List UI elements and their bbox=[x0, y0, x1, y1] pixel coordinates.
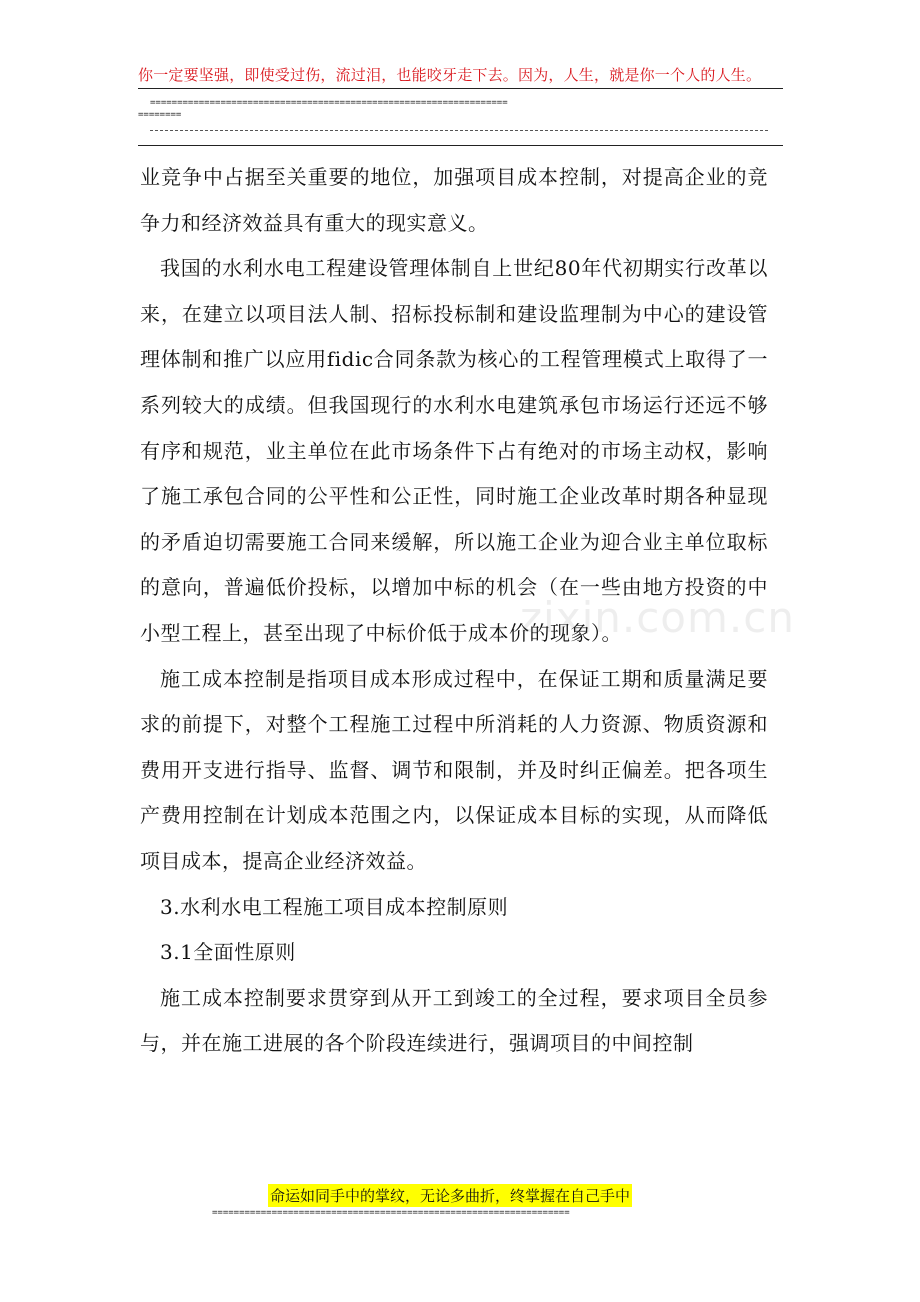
paragraph: 我国的水利水电工程建设管理体制自上世纪80年代初期实行改革以来，在建立以项目法人制、招标投标制和建设监理制为中心的建设管理体制和推广以应用fidic合同条款为核心的工程管理模式上取得了一系列较大的成绩。但我国现行的水利水电建筑承包市场运行还远不够有序和规范，业主单位在此市场条件下占有绝对的市场主动权，影响了施工承包合同的公平性和公正性，同时施工企业改革时期各种显现的矛盾迫切需要施工合同来缓解，所以施工企业为迎合业主单位取标的意向，普遍低价投标，以增加中标的机会（在一些由地方投资的中小型工程上，甚至出现了中标价低于成本价的现象）。 bbox=[140, 256, 768, 645]
footer-quote: 命运如同手中的掌纹，无论多曲折，终掌握在自己手中 bbox=[268, 1184, 632, 1207]
paragraph: 业竞争中占据至关重要的地位，加强项目成本控制，对提高企业的竞争力和经济效益具有重大的现实意义。 bbox=[140, 165, 768, 235]
header-equals-line: ================================================================== bbox=[150, 98, 508, 108]
header-quote: 你一定要坚强，即使受过伤，流过泪，也能咬牙走下去。因为，人生，就是你一个人的人生。 bbox=[138, 66, 762, 84]
paragraph: 施工成本控制是指项目成本形成过程中，在保证工期和质量满足要求的前提下，对整个工程施工过程中所消耗的人力资源、物质资源和费用开支进行指导、监督、调节和限制，并及时纠正偏差。把各项生产费用控制在计划成本范围之内，以保证成本目标的实现，从而降低项目成本，提高企业经济效益。 bbox=[140, 666, 768, 873]
header-dash-rule bbox=[150, 130, 768, 131]
header-rule-bottom bbox=[138, 145, 783, 146]
section-heading: 3.水利水电工程施工项目成本控制原则 bbox=[160, 894, 509, 919]
header-rule bbox=[138, 88, 783, 89]
paragraph: 施工成本控制要求贯穿到从开工到竣工的全过程，要求项目全员参与，并在施工进展的各个阶段连续进行，强调项目的中间控制 bbox=[140, 985, 768, 1056]
footer-equals-line: ================================================================== bbox=[212, 1208, 570, 1218]
header-equals-line-wrap: ======== bbox=[138, 110, 182, 120]
watermark: zixin.com.cn bbox=[520, 593, 795, 642]
subsection-heading: 3.1全面性原则 bbox=[160, 940, 296, 965]
